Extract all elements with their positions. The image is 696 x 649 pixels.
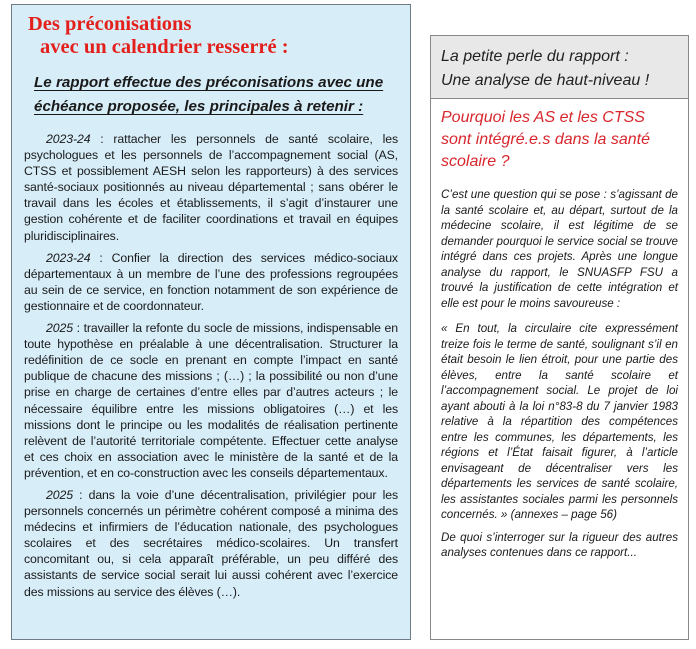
pearl-question-title: Pourquoi les AS et les CTSS sont intégré.e.s dans la santé scolaire ? [441,109,651,170]
recommendation-item: 2025 : travailler la refonte du socle de missions, indispensable en toute hypothèse en préalable à une décentralisation. Structurer la redéfinition de ce socle en prenant en compte l’impact en santé publique de chacune des missions ; (…) ; la possibilité ou non d’une prise en charge de certaines d’entre elles par d’autres acteurs ; le nécessaire équilibre entre les missions obligatoires (…) et les missions dont le principe ou les modalités de réalisation pertinente relèvent de l’autorité territoriale compétente. Effectuer cette analyse et ces choix en association avec le ministère de la santé et de la prévention, et en co-construction avec les conseils départementaux. [24,321,398,480]
pearl-quote: « En tout, la circulaire cite expressément treize fois le terme de santé, soulignant s’il en était besoin le lien étroit, pour une partie des élèves, entre la santé scolaire et l’accompagnement social. Le projet de loi ayant abouti à la loi n°83-8 du 7 janvier 1983 relative à la répartition des compétences entre les communes, les départements, les régions et l’État faisait figurer, à l’article envisageant de décentraliser vers les départements les services de santé scolaire, les assistantes sociales parmi les personnels concernés. » (annexes – page 56) [441,322,678,521]
recommendation-text: dans la voie d’une décentralisation, privilégier pour les personnels concernés un périmètre cohérent composé a minima des médecins et infirmiers de l’éducation nationale, des psychologues scolaires et des secrétaires médico-scolaires. Un transfert concomitant ou, si cela apparaît préférable, un peu différé des assistants de service social serait lui aussi cohérent avec l’exercice des missions au service des élèves (…). [24,487,398,599]
pearl-header-line-2: Une analyse de haut-niveau ! [441,72,650,89]
pearl-header-line-1: La petite perle du rapport : [441,48,629,65]
recommendation-year: 2023-24 [46,250,91,265]
title-line-1: Des préconisations [28,13,192,35]
recommendations-subtitle: Le rapport effectue des préconisations avec une échéance proposée, les principales à retenir : [34,74,384,115]
recommendations-panel [11,4,411,640]
recommendation-item: 2023-24 : Confier la direction des services médico-sociaux départementaux à un membre de l’une des professions regroupées au sein de ce service, en fonction notamment de son expérience de gestionnaire et de coordonnateur. [24,250,398,313]
pearl-intro: C’est une question qui se pose : s’agissant de la santé scolaire et, au départ, surtout de la médecine scolaire, il est légitime de se demander pourquoi le service social se trouve intégré dans ces projets. Après une longue analyse du rapport, le SNUASFP FSU a trouvé la justification de cette intégration et elle est pour le moins savoureuse : [441,188,678,310]
recommendation-year: 2025 [46,321,73,336]
pearl-body [431,99,688,561]
recommendations-title [28,13,398,59]
recommendation-item: 2025 : dans la voie d’une décentralisation, privilégier pour les personnels concernés un périmètre cohérent composé a minima des médecins et infirmiers de l’éducation nationale, des psychologues scolaires et des secrétaires médico-scolaires. Un transfert concomitant ou, si cela apparaît préférable, un peu différé des assistants de service social serait lui aussi cohérent avec l’exercice des missions au service des élèves (…). [24,487,398,599]
recommendation-year: 2023-24 [46,132,91,146]
recommendation-text: Confier la direction des services médico-sociaux départementaux à un membre de l’une des professions regroupées au sein de ce service, en fonction notamment de son expérience de gestionnaire et de coordonnateur. [24,250,398,313]
recommendation-year: 2025 [46,487,73,502]
pearl-header [431,36,688,99]
recommendation-item: 2023-24 : rattacher les personnels de santé scolaire, les psychologues et les personnels de l’accompagnement social (AS, CTSS et possiblement AESH selon les rapporteurs) à des services santé-sociaux positionnés au niveau départemental ; sans obérer le travail dans les écoles et établissements, il s’agit d’instaurer une gestion cohérente et de faciliter coordinations et travail en équipes pluridisciplinaires. [24,132,398,243]
title-line-2: avec un calendrier resserré : [40,36,289,58]
report-pearl-panel [430,35,689,640]
recommendation-text: rattacher les personnels de santé scolaire, les psychologues et les personnels de l’accompagnement social (AS, CTSS et possiblement AESH selon les rapporteurs) à des services santé-sociaux positionnés au niveau départemental ; sans obérer le travail dans les écoles et établissements, il s’agit d’instaurer une gestion cohérente et de faciliter coordinations et travail en équipes pluridisciplinaires. [24,132,398,243]
pearl-closing: De quoi s’interroger sur la rigueur des autres analyses contenues dans ce rapport... [441,530,678,559]
recommendation-text: travailler la refonte du socle de missions, indispensable en toute hypothèse en préalable à une décentralisation. Structurer la redéfinition de ce socle en prenant en compte l’impact en santé publique de chacune des missions ; (…) ; la possibilité ou non d’une prise en charge de certaines d’entre elles par d’autres acteurs ; le nécessaire équilibre entre les missions obligatoires (…) et les missions dont le principe ou les modalités de réalisation pertinente relèvent de l’autorité territoriale compétente. Effectuer cette analyse et ces choix en association avec le ministère de la santé et de la prévention, et en co-construction avec les conseils départementaux. [24,321,398,480]
